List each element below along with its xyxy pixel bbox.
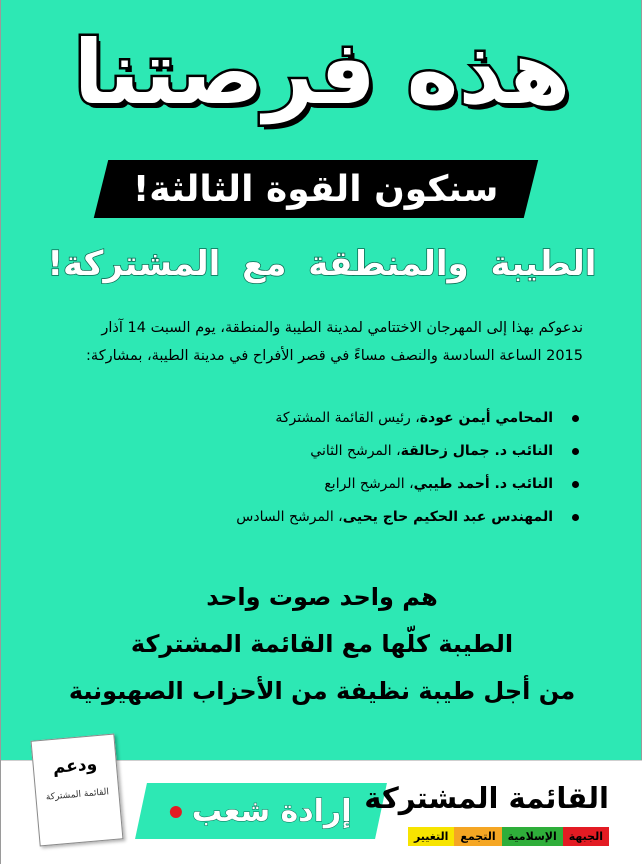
- party-strip: [408, 827, 609, 846]
- speaker-role: ، رئيس القائمة المشتركة: [275, 410, 420, 426]
- speaker-name: النائب د. جمال زحالقة: [400, 443, 553, 459]
- subheading-text: الطيبة والمنطقة مع المشتركة!: [47, 244, 597, 284]
- invitation-line-1: ندعوكم بهذا إلى المهرجان الاختتامي لمدينة الطيبة والمنطقة، يوم السبت 14 آذار: [101, 320, 583, 336]
- speaker-name: المهندس عبد الحكيم حاج يحيى: [342, 509, 553, 525]
- ballot-card: [31, 734, 124, 847]
- slogan-line: من أجل طيبة نظيفة من الأحزاب الصهيونية: [68, 677, 576, 705]
- speaker-role: ، المرشح الرابع: [324, 476, 414, 492]
- party-label: التغيير: [408, 827, 454, 846]
- invitation-text: [61, 314, 583, 370]
- speakers-list: [151, 402, 583, 534]
- ballot-caption: القائمة المشتركة: [45, 787, 110, 803]
- party-label: التجمع: [454, 827, 501, 846]
- speaker-name: النائب د. أحمد طيبي: [413, 476, 553, 492]
- speaker-role: ، المرشح الثاني: [310, 443, 401, 459]
- invitation-line-2: 2015 الساعة السادسة والنصف مساءً في قصر الأفراح في مدينة الطيبة، بمشاركة:: [86, 348, 583, 364]
- speaker-name: المحامي أيمن عودة: [419, 410, 553, 426]
- red-dot-icon: [170, 805, 182, 817]
- slogan-line: هم واحد صوت واحد: [206, 583, 438, 611]
- slogan-line: الطيبة كلّها مع القائمة المشتركة: [130, 630, 514, 658]
- speaker-item: [151, 402, 583, 435]
- subheading: [1, 234, 642, 294]
- speaker-item: [151, 501, 583, 534]
- ballot-letters: ودعم: [51, 754, 98, 778]
- slogan-badge: [135, 783, 387, 839]
- slogans: [1, 574, 642, 715]
- headline-text: هذه فرصتنا: [73, 20, 571, 124]
- headline: [1, 8, 642, 136]
- speaker-role: ، المرشح السادس: [236, 509, 343, 525]
- banner: [94, 160, 538, 218]
- footer-bar: [1, 754, 642, 865]
- speaker-item: [151, 468, 583, 501]
- bullet-icon: [572, 514, 579, 521]
- bullet-icon: [572, 415, 579, 422]
- bullet-icon: [572, 481, 579, 488]
- party-label: الجبهة: [563, 827, 609, 846]
- list-logo-name: القائمة المشتركة: [364, 781, 609, 815]
- bullet-icon: [572, 448, 579, 455]
- slogan-badge-text: إرادة شعب: [192, 793, 352, 829]
- speaker-item: [151, 435, 583, 468]
- banner-text: سنكون القوة الثالثة!: [133, 168, 499, 210]
- party-label: الإسلامية: [502, 827, 563, 846]
- list-logo: [364, 781, 609, 857]
